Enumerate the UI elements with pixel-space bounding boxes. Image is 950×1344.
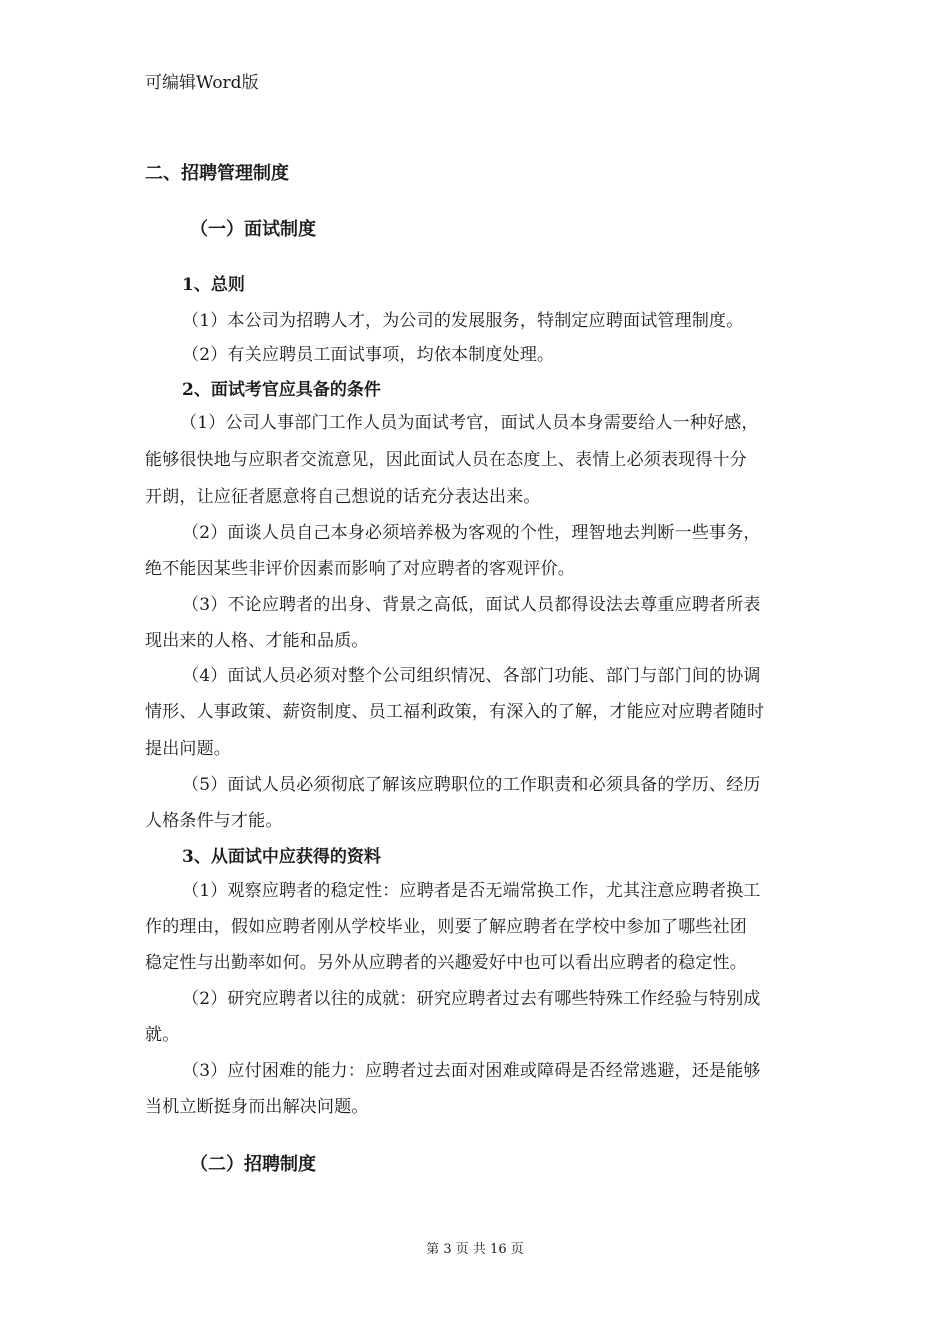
paragraph-line: 当机立断挺身而出解决问题。 — [145, 1097, 369, 1117]
paragraph-line: （1）本公司为招聘人才，为公司的发展服务，特制定应聘面试管理制度。 — [182, 311, 744, 331]
paragraph-line: 开朗，让应征者愿意将自己想说的话充分表达出来。 — [145, 487, 541, 507]
paragraph-line: （2）研究应聘者以往的成就：研究应聘者过去有哪些特殊工作经验与特别成 — [182, 989, 761, 1009]
paragraph-line: （2）面谈人员自己本身必须培养极为客观的个性，理智地去判断一些事务， — [182, 523, 761, 543]
paragraph-line: （3）应付困难的能力：应聘者过去面对困难或障碍是否经常逃避，还是能够 — [182, 1061, 761, 1081]
paragraph-line: 就。 — [145, 1025, 180, 1045]
paragraph-line: （4）面试人员必须对整个公司组织情况、各部门功能、部门与部门间的协调 — [182, 666, 761, 686]
paragraph-line: 能够很快地与应职者交流意见，因此面试人员在态度上、表情上必须表现得十分 — [145, 450, 747, 470]
paragraph-line: （3）不论应聘者的出身、背景之高低，面试人员都得设法去尊重应聘者所表 — [182, 595, 761, 615]
paragraph-line: （2）有关应聘员工面试事项，均依本制度处理。 — [182, 345, 555, 365]
clause-title: 2、面试考官应具备的条件 — [182, 380, 381, 400]
clause-title: 3、从面试中应获得的资料 — [182, 847, 381, 867]
paragraph-line: 现出来的人格、才能和品质。 — [145, 631, 369, 651]
clause-title: 1、总则 — [182, 275, 245, 295]
paragraph-line: （1）观察应聘者的稳定性：应聘者是否无端常换工作，尤其注意应聘者换工 — [182, 881, 761, 901]
section-title: 二、招聘管理制度 — [145, 163, 289, 184]
paragraph-line: 作的理由，假如应聘者刚从学校毕业，则要了解应聘者在学校中参加了哪些社团 — [145, 917, 747, 937]
paragraph-line: （5）面试人员必须彻底了解该应聘职位的工作职责和必须具备的学历、经历 — [182, 775, 761, 795]
paragraph-line: 人格条件与才能。 — [145, 811, 283, 831]
paragraph-line: 绝不能因某些非评价因素而影响了对应聘者的客观评价。 — [145, 559, 575, 579]
subsection-title: （一）面试制度 — [190, 219, 316, 240]
paragraph-line: 提出问题。 — [145, 739, 231, 759]
subsection-title: （二）招聘制度 — [190, 1154, 316, 1175]
paragraph-line: 稳定性与出勤率如何。另外从应聘者的兴趣爱好中也可以看出应聘者的稳定性。 — [145, 953, 747, 973]
paragraph-line: 情形、人事政策、薪资制度、员工福利政策，有深入的了解，才能应对应聘者随时 — [145, 702, 765, 722]
document-header: 可编辑Word版 — [145, 73, 259, 93]
page-footer: 第 3 页 共 16 页 — [426, 1242, 524, 1257]
paragraph-line: （1）公司人事部门工作人员为面试考官，面试人员本身需要给人一种好感， — [180, 413, 759, 433]
